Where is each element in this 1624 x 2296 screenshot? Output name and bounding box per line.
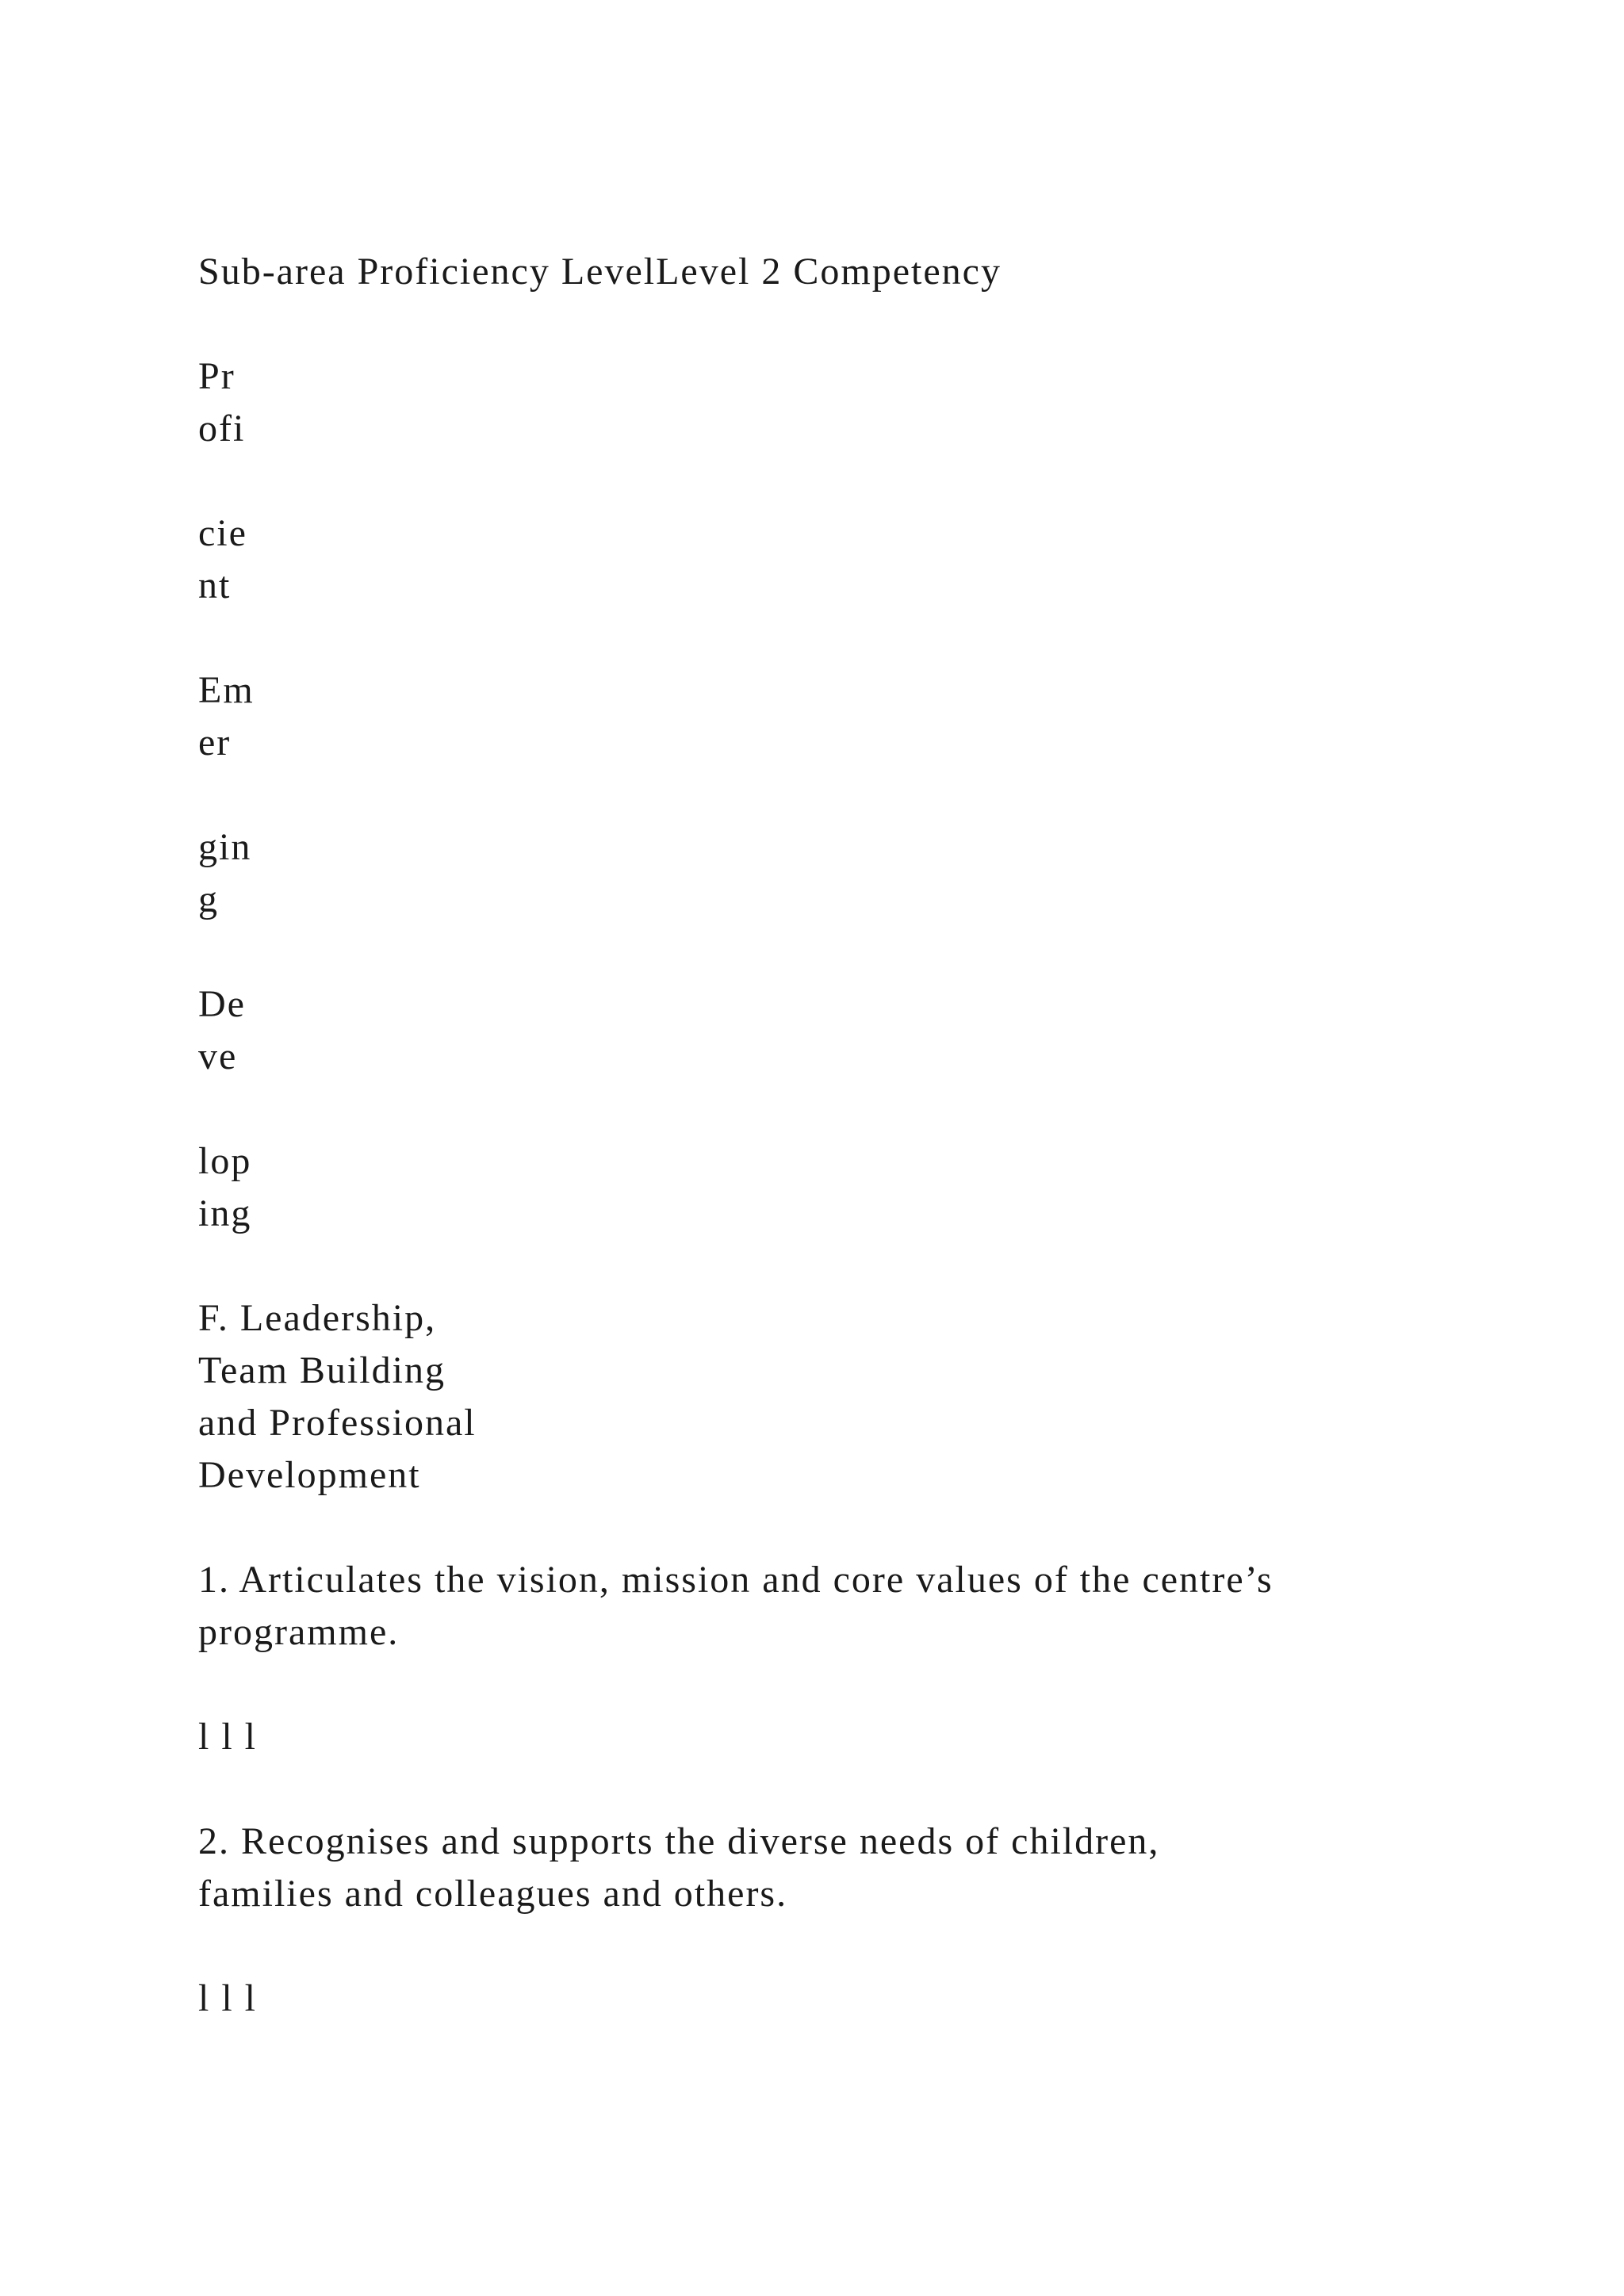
competency-item: programme. <box>198 1611 400 1653</box>
level-fragment: g <box>198 878 219 920</box>
rating-marks: l l l <box>198 1977 258 2019</box>
level-fragment: Em <box>198 669 255 711</box>
subarea-title: Development <box>198 1454 421 1496</box>
level-fragment: ing <box>198 1192 252 1234</box>
level-fragment: ve <box>198 1035 238 1077</box>
competency-item: 1. Articulates the vision, mission and core values of the centre’s <box>198 1559 1274 1601</box>
level-fragment: cie <box>198 512 247 554</box>
subarea-title: and Professional <box>198 1402 477 1444</box>
document-page <box>198 246 1546 2025</box>
table-header: Sub-area Proficiency LevelLevel 2 Competency <box>198 251 1002 293</box>
subarea-title: Team Building <box>198 1349 446 1391</box>
level-fragment: Pr <box>198 355 236 397</box>
level-fragment: ofi <box>198 408 246 450</box>
level-fragment: er <box>198 721 232 763</box>
competency-item: families and colleagues and others. <box>198 1873 788 1915</box>
rating-marks: l l l <box>198 1716 258 1758</box>
level-fragment: gin <box>198 826 252 868</box>
subarea-title: F. Leadership, <box>198 1297 437 1339</box>
level-fragment: lop <box>198 1140 252 1182</box>
level-fragment: De <box>198 983 246 1025</box>
competency-item: 2. Recognises and supports the diverse needs of children, <box>198 1820 1160 1862</box>
level-fragment: nt <box>198 564 232 607</box>
